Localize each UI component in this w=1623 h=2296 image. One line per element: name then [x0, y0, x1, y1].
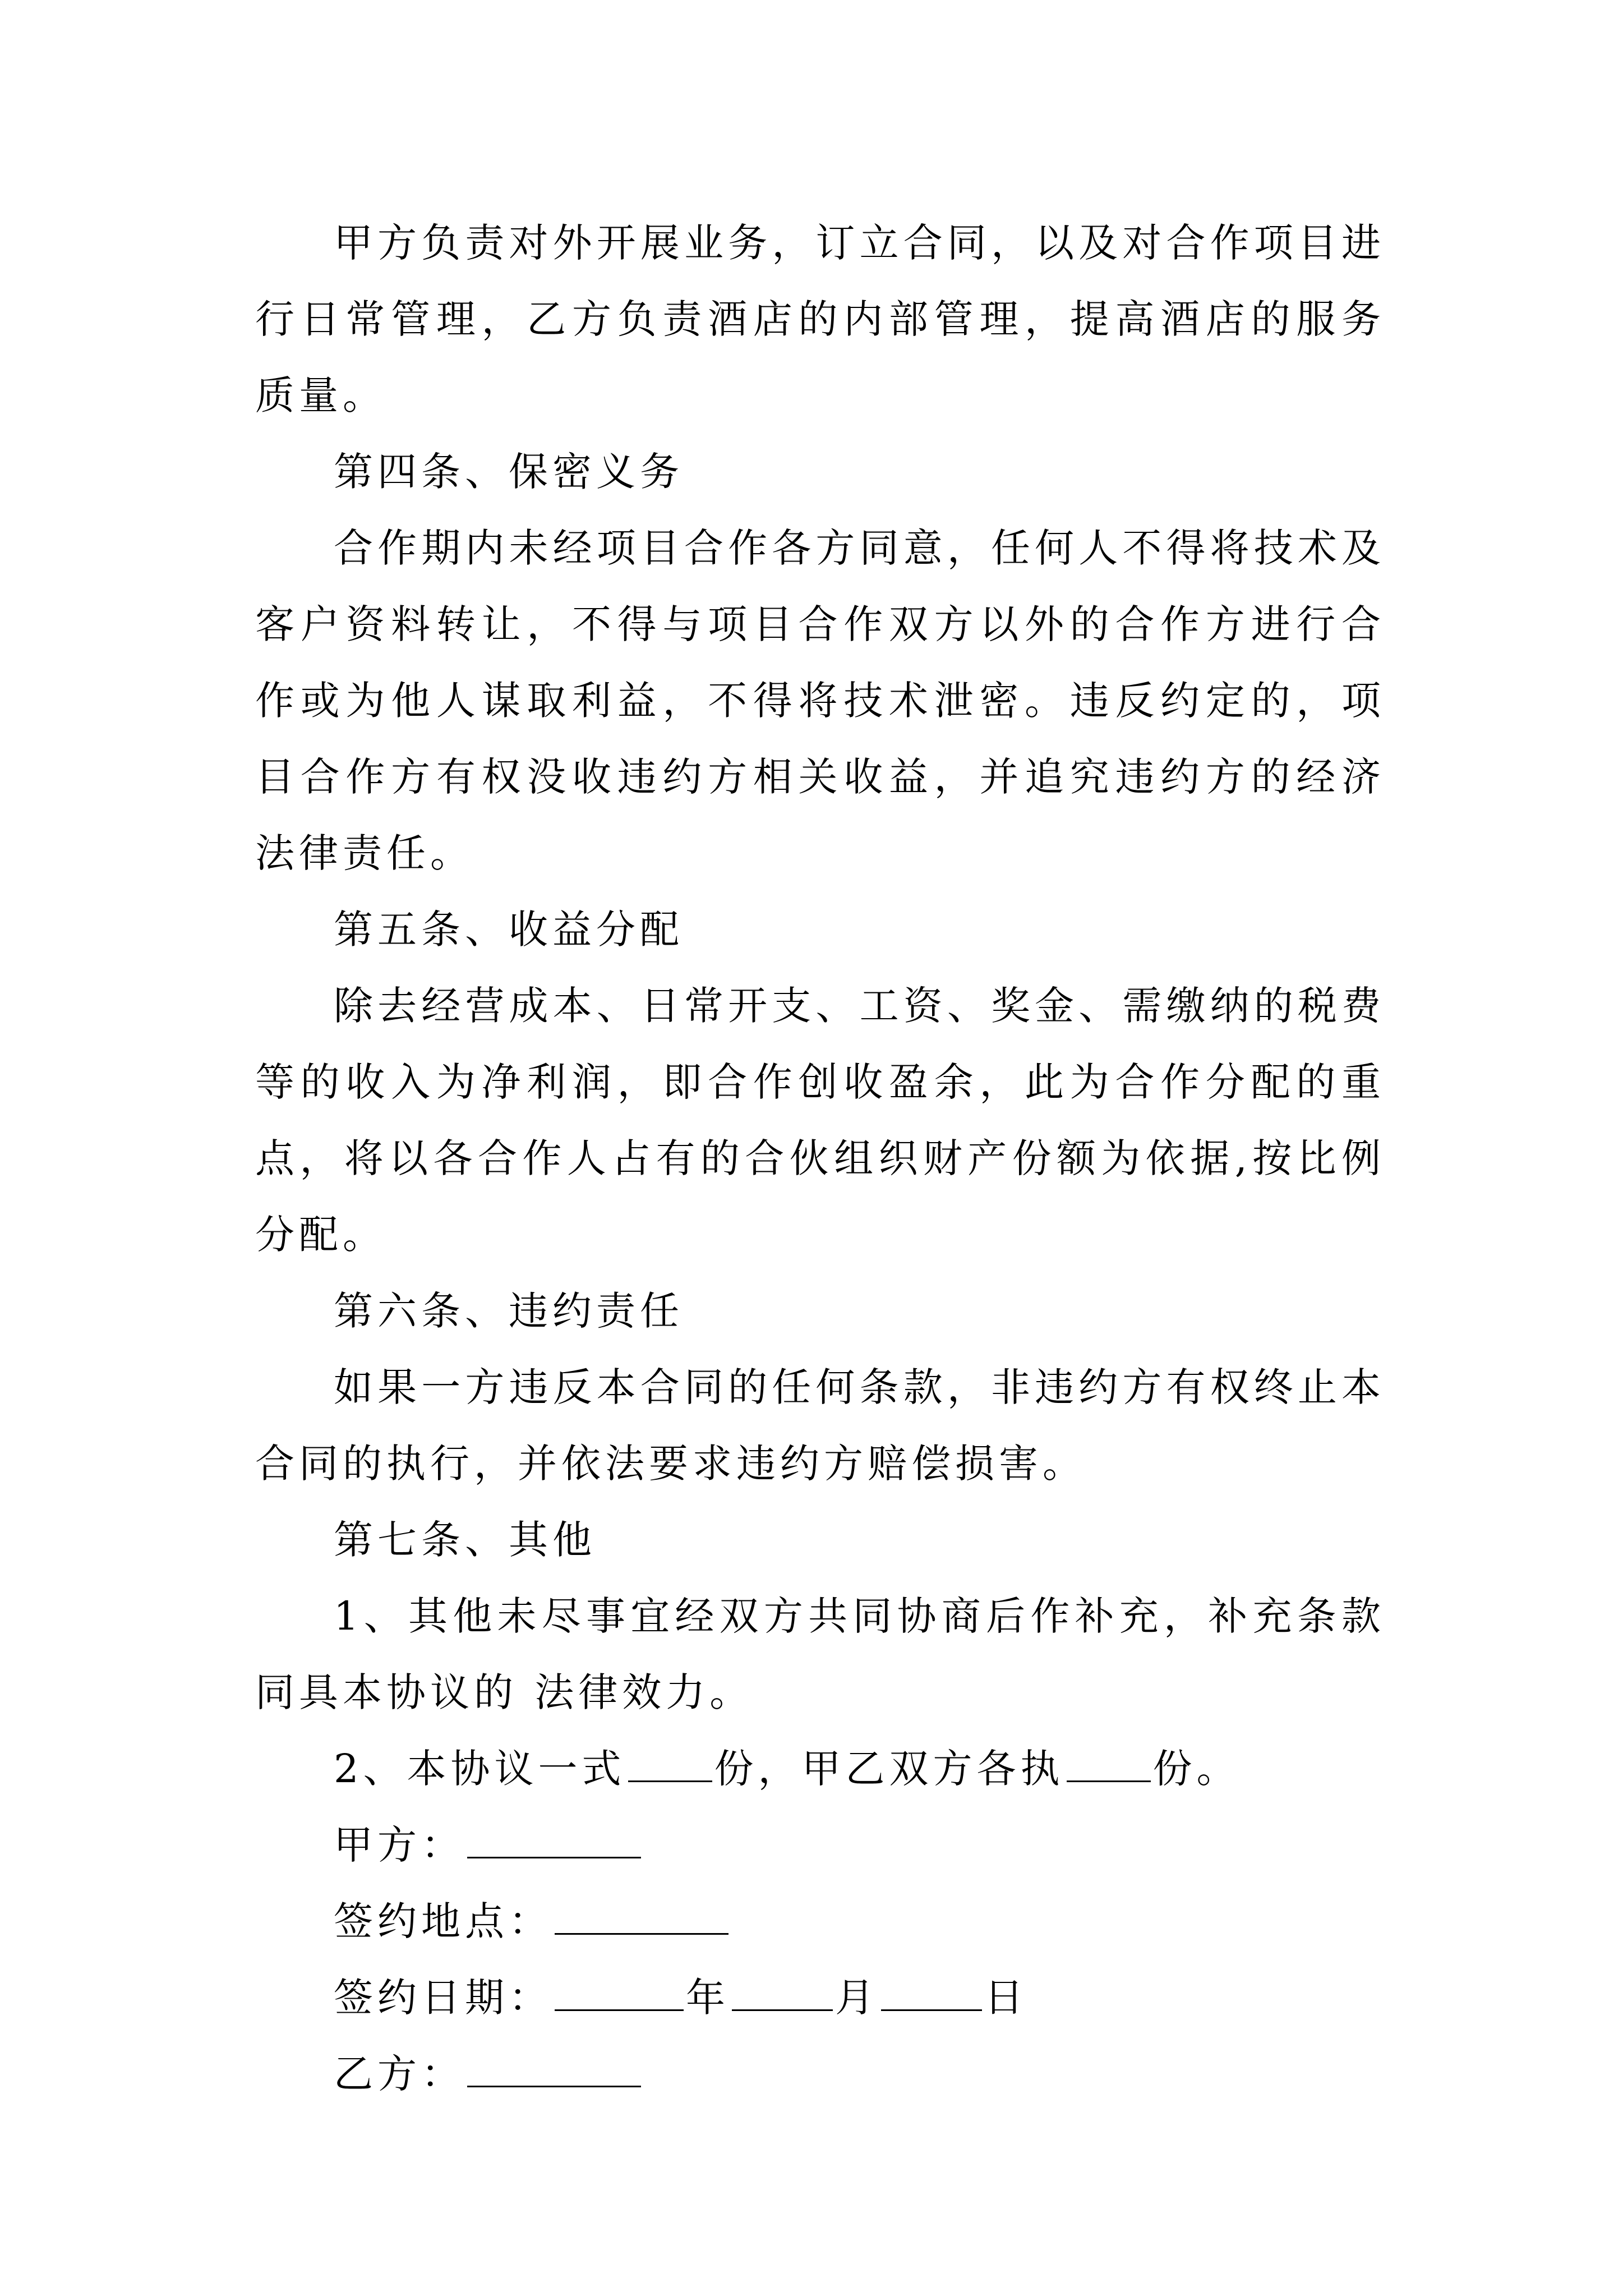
- copies-suffix: 份。: [1152, 1746, 1241, 1792]
- heading-article-5: 第五条、收益分配: [334, 907, 684, 953]
- year-blank[interactable]: [555, 1977, 684, 2011]
- paragraph-confidentiality: 合作期内未经项目合作各方同意，任何人不得将技术及客户资料转让，不得与项目合作双方以外的合作方进行合作或为他人谋取利益，不得将技术泄密。违反约定的，项目合作方有权没收违约方相关收益，并追究违约方的经济法律责任。: [255, 525, 1385, 876]
- copies-each-blank[interactable]: [1067, 1748, 1151, 1782]
- day-label: 日: [984, 1975, 1028, 2021]
- copies-prefix: 2、本协议一式: [334, 1746, 626, 1792]
- paragraph-other-matters: 1、其他未尽事宜经双方共同协商后作补充，补充条款同具本协议的 法律效力。: [255, 1593, 1385, 1715]
- party-a-label: 甲方：: [334, 1822, 465, 1868]
- heading-article-7: 第七条、其他: [334, 1517, 596, 1563]
- year-label: 年: [686, 1975, 730, 2021]
- paragraph-responsibilities: 甲方负责对外开展业务，订立合同，以及对合作项目进行日常管理，乙方负责酒店的内部管理，提高酒店的服务质量。: [255, 220, 1385, 418]
- document-body: [255, 205, 1385, 2112]
- paragraph-profit-distribution: 除去经营成本、日常开支、工资、奖金、需缴纳的税费等的收入为净利润，即合作创收盈余，此为合作分配的重点，将以各合作人占有的合伙组织财产份额为依据,按比例分配。: [255, 983, 1385, 1258]
- party-a-blank[interactable]: [467, 1824, 641, 1858]
- copies-clause: [255, 1731, 1385, 1807]
- signing-date-label: 签约日期：: [334, 1975, 552, 2021]
- copies-total-blank[interactable]: [628, 1748, 712, 1782]
- day-blank[interactable]: [881, 1977, 982, 2011]
- signing-date-line: [255, 1959, 1385, 2036]
- copies-middle: 份，甲乙双方各执: [714, 1746, 1064, 1792]
- signing-location-label: 签约地点：: [334, 1898, 552, 1944]
- party-b-label: 乙方：: [334, 2051, 465, 2097]
- heading-article-4: 第四条、保密义务: [334, 449, 684, 495]
- heading-article-6: 第六条、违约责任: [334, 1288, 684, 1334]
- paragraph-breach-liability: 如果一方违反本合同的任何条款，非违约方有权终止本合同的执行，并依法要求违约方赔偿损害。: [255, 1364, 1385, 1487]
- party-a-signature-line: [255, 1807, 1385, 1883]
- month-blank[interactable]: [732, 1977, 833, 2011]
- party-b-blank[interactable]: [467, 2053, 641, 2087]
- party-b-signature-line: [255, 2036, 1385, 2112]
- signing-location-line: [255, 1883, 1385, 1959]
- signing-location-blank[interactable]: [555, 1901, 728, 1935]
- month-label: 月: [835, 1975, 879, 2021]
